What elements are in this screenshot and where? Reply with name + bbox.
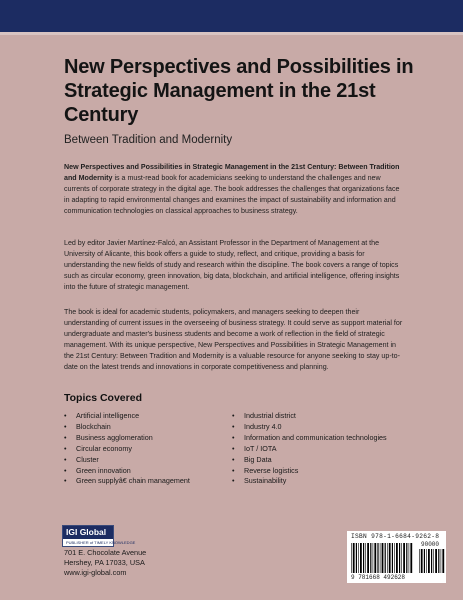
price-addon: 90000 — [421, 541, 440, 548]
topic-item: • Industry 4.0 — [232, 422, 432, 433]
topic-item: • Circular economy — [64, 444, 224, 455]
publisher-logo-text: IGI Global — [63, 526, 113, 539]
book-subtitle: Between Tradition and Modernity — [64, 134, 233, 146]
publisher-logo-tagline: PUBLISHER of TIMELY KNOWLEDGE — [66, 540, 136, 545]
isbn-number: ISBN 978-1-6684-9262-8 — [351, 533, 440, 540]
topic-item: • Blockchain — [64, 422, 224, 433]
ean-number: 9 781668 492628 — [351, 574, 406, 581]
description-paragraph-3: The book is ideal for academic students, policymakers, and managers seeking to deepen their understanding of current issues in the overseeing of business strategy. It could serve as support material for undergraduate and master's business students and become a work of reflection in the field of strategic management. With its unique perspective, New Perspectives and Possibilities in Strategic Management in the 21st Century: Between Tradition and Modernity is a valuable resource for anyone seeking to stay up-to-date on the latest trends and innovations in corporate competitiveness and planning. — [64, 308, 403, 371]
topic-item: • Business agglomeration — [64, 433, 224, 444]
topic-item: • Big Data — [232, 455, 432, 466]
barcode-bars-icon — [351, 543, 413, 573]
publisher-logo — [62, 525, 136, 547]
topic-item: • IoT / IOTA — [232, 444, 432, 455]
publisher-address — [64, 548, 146, 579]
isbn-barcode — [347, 531, 446, 583]
topics-list-right — [232, 411, 432, 487]
topics-list-left — [64, 411, 224, 487]
top-band-divider — [0, 32, 463, 35]
addon-barcode-bars-icon — [419, 549, 443, 573]
topic-item: • Green supplyâ€ chain management — [64, 476, 224, 487]
topic-item: • Reverse logistics — [232, 466, 432, 477]
description-paragraph-1 — [64, 162, 404, 217]
topic-item: • Green innovation — [64, 466, 224, 477]
publisher-website: www.igi-global.com — [64, 568, 127, 578]
description-lead: New Perspectives and Possibilities in Strategic Management in the 21st Century: Between Tradition and Modernity — [64, 163, 400, 182]
topic-item: • Industrial district — [232, 411, 432, 422]
topic-item: • Sustainability — [232, 476, 432, 487]
topic-item: • Information and communication technologies — [232, 433, 432, 444]
address-city: Hershey, PA 17033, USA — [64, 558, 145, 568]
address-street: 701 E. Chocolate Avenue — [64, 548, 147, 557]
book-title: New Perspectives and Possibilities in Strategic Management in the 21st Century — [64, 56, 414, 126]
topics-heading: Topics Covered — [64, 392, 142, 404]
description-paragraph-2: Led by editor Javier Martínez-Falcó, an Assistant Professor in the Department of Management at the University of Alicante, this book offers a guide to study, reflect, and critique, providing a basis for understanding the new fields of study and research within the discipline. The book covers a range of topics such as circular economy, green innovation, big data, blockchain, and artificial intelligence, offering insights into the future of strategic management. — [64, 239, 400, 291]
topic-item: • Artificial intelligence — [64, 411, 224, 422]
topic-item: • Cluster — [64, 455, 224, 466]
top-band — [0, 0, 463, 32]
description-text: is a must-read book for academicians seeking to understand the challenges and new currents of corporate strategy in the digital age. The book addresses the challenges that organizations face in adapting to rapid environmental changes and examines the impact of sustainability and information and communication technologies on classical approaches to business strategy. — [64, 173, 400, 215]
